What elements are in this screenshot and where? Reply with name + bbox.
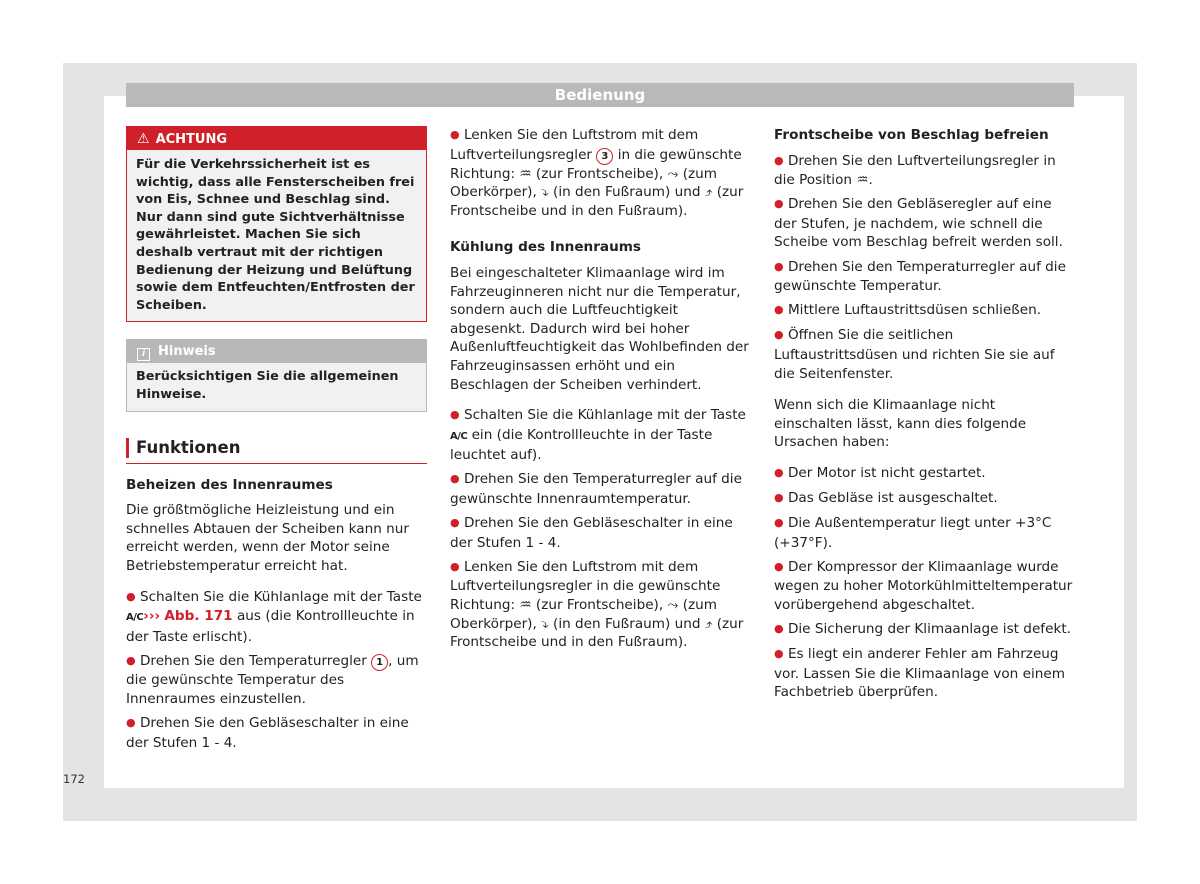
list-item: ● Die Außentemperatur liegt unter +3°C (+37°F).	[774, 515, 1052, 551]
note-title: Hinweis	[158, 344, 216, 360]
section-title: Funktionen	[126, 438, 427, 458]
bullet-icon: ●	[126, 716, 136, 730]
list-item: ● Drehen Sie den Gebläseschalter in eine der Stufen 1 - 4.	[450, 515, 733, 551]
subheading-frontscheibe: Frontscheibe von Beschlag befreien	[774, 127, 1049, 143]
paragraph-kuehlung: Bei eingeschalteter Klimaanlage wird im Fahrzeuginneren nicht nur die Temperatur, sondern auch die Luftfeuchtigkeit abgesenkt. Dadurch wird bei hoher Außenluftfeuchtigkeit das Wohlbefinden der Fahrzeuginsassen erhöht und ein Beschlagen der Scheiben verhindert.	[450, 264, 749, 393]
warning-box	[126, 126, 427, 322]
bullet-icon: ●	[774, 153, 784, 167]
bullet-icon: ●	[774, 465, 784, 479]
list-item: ● Das Gebläse ist ausgeschaltet.	[774, 490, 998, 506]
bullet-icon: ●	[774, 647, 784, 661]
list-item: ● Drehen Sie den Temperaturregler auf die gewünschte Innenraumtemperatur.	[450, 471, 742, 507]
column-middle	[450, 126, 750, 657]
list-item: ● Lenken Sie den Luftstrom mit dem Luftverteilungsregler 3 in die gewünschte Richtung: ♒ (zur Frontscheibe), ⤳ (zum Oberkörper), ⤵ (in den Fußraum) und ⤴ (zur Frontscheibe und in den Fußraum).	[450, 127, 744, 219]
paragraph-heizen: Die größtmögliche Heizleistung und ein schnelles Abtauen der Scheiben kann nur erreicht werden, wenn der Motor seine Betriebstemperatur erreicht hat.	[126, 502, 409, 574]
bullet-icon: ●	[774, 259, 784, 273]
list-item: ● Drehen Sie den Temperaturregler 1 , um die gewünschte Temperatur des Innenraumes einzustellen.	[126, 652, 419, 707]
bullet-icon: ●	[774, 559, 784, 573]
list-item: ● Der Motor ist nicht gestartet.	[774, 464, 986, 481]
warning-title: ACHTUNG	[155, 132, 228, 147]
bullet-icon: ●	[774, 516, 784, 530]
bullet-icon: ●	[450, 559, 460, 573]
list-item: ● Mittlere Luftaustrittsdüsen schließen.	[774, 302, 1042, 319]
bullet-icon: ●	[774, 303, 784, 317]
warning-text: Für die Verkehrssicherheit ist es wichtig, dass alle Fensterscheiben frei von Eis, Schnee und Beschlag sind. Nur dann sind gute Sichtverhältnisse gewährleistet. Machen Sie sich deshalb vertraut mit der richtigen Bedienung der Heizung und Belüftung sowie dem Entfeuchten/Entfrosten der Scheiben.	[127, 150, 426, 321]
bullet-icon: ●	[450, 516, 460, 530]
list-item: ● Es liegt ein anderer Fehler am Fahrzeug vor. Lassen Sie die Klimaanlage von einem Fachbetrieb überprüfen.	[774, 646, 1065, 701]
note-text: Berücksichtigen Sie die allgemeinen Hinweise.	[127, 363, 426, 410]
figure-reference-link[interactable]: Abb. 171	[164, 608, 233, 625]
list-item: ● Die Sicherung der Klimaanlage ist defekt.	[774, 621, 1071, 638]
bullet-icon: ●	[450, 408, 460, 422]
list-item: ● Drehen Sie den Gebläseregler auf eine der Stufen, je nachdem, wie schnell die Scheibe vom Beschlag befreit werden soll.	[774, 196, 1063, 251]
list-item: ● Schalten Sie die Kühlanlage mit der Taste A/C››› Abb. 171 aus (die Kontrollleuchte in der Taste erlischt).	[126, 588, 422, 645]
ac-button-icon: A/C	[450, 430, 468, 442]
note-header	[127, 340, 426, 363]
list-item: ● Drehen Sie den Gebläseschalter in eine der Stufen 1 - 4.	[126, 715, 409, 751]
bullet-icon: ●	[774, 622, 784, 636]
bullet-icon: ●	[774, 491, 784, 504]
subheading-heizen: Beheizen des Innenraumes	[126, 476, 333, 493]
bullet-icon: ●	[450, 472, 460, 486]
list-item: ● Drehen Sie den Temperaturregler auf die gewünschte Temperatur.	[774, 258, 1066, 295]
list-item: ● Drehen Sie den Luftverteilungsregler in die Position ♒.	[774, 152, 1056, 189]
list-item: ● Öffnen Sie die seitlichen Luftaustrittsdüsen und richten Sie sie auf die Seitenfenster.	[774, 327, 1055, 382]
reference-arrows: ›››	[143, 608, 161, 625]
bullet-icon: ●	[126, 653, 136, 667]
warning-triangle-icon: ⚠	[137, 131, 150, 147]
callout-number: 1	[371, 654, 388, 671]
bullet-icon: ●	[774, 197, 784, 211]
section-header: Bedienung	[126, 83, 1074, 107]
list-item: ● Schalten Sie die Kühlanlage mit der Taste A/C ein (die Kontrollleuchte in der Taste leuchtet auf).	[450, 407, 746, 464]
info-icon: i	[137, 348, 150, 361]
paragraph-ursachen: Wenn sich die Klimaanlage nicht einschalten lässt, kann dies folgende Ursachen haben:	[774, 397, 1027, 451]
ac-button-icon: A/C	[126, 612, 144, 624]
warning-header	[127, 127, 426, 150]
callout-number: 3	[596, 148, 613, 165]
list-item: ● Der Kompressor der Klimaanlage wurde wegen zu hoher Motorkühlmitteltemperatur vorübergehend abgeschaltet.	[774, 558, 1073, 613]
list-item: ● Lenken Sie den Luftstrom mit dem Luftverteilungsregler in die gewünschte Richtung: ♒ (zur Frontscheibe), ⤳ (zum Oberkörper), ⤵ (in den Fußraum) und ⤴ (zur Frontscheibe und in den Fußraum).	[450, 558, 744, 651]
page-number: 172	[63, 772, 85, 786]
subheading-kuehlung: Kühlung des Innenraums	[450, 239, 642, 256]
bullet-icon: ●	[450, 128, 460, 141]
column-left	[126, 126, 427, 758]
bullet-icon: ●	[126, 589, 136, 603]
note-box	[126, 339, 427, 411]
column-right	[774, 126, 1074, 707]
section-heading	[126, 438, 427, 464]
bullet-icon: ●	[774, 328, 784, 342]
